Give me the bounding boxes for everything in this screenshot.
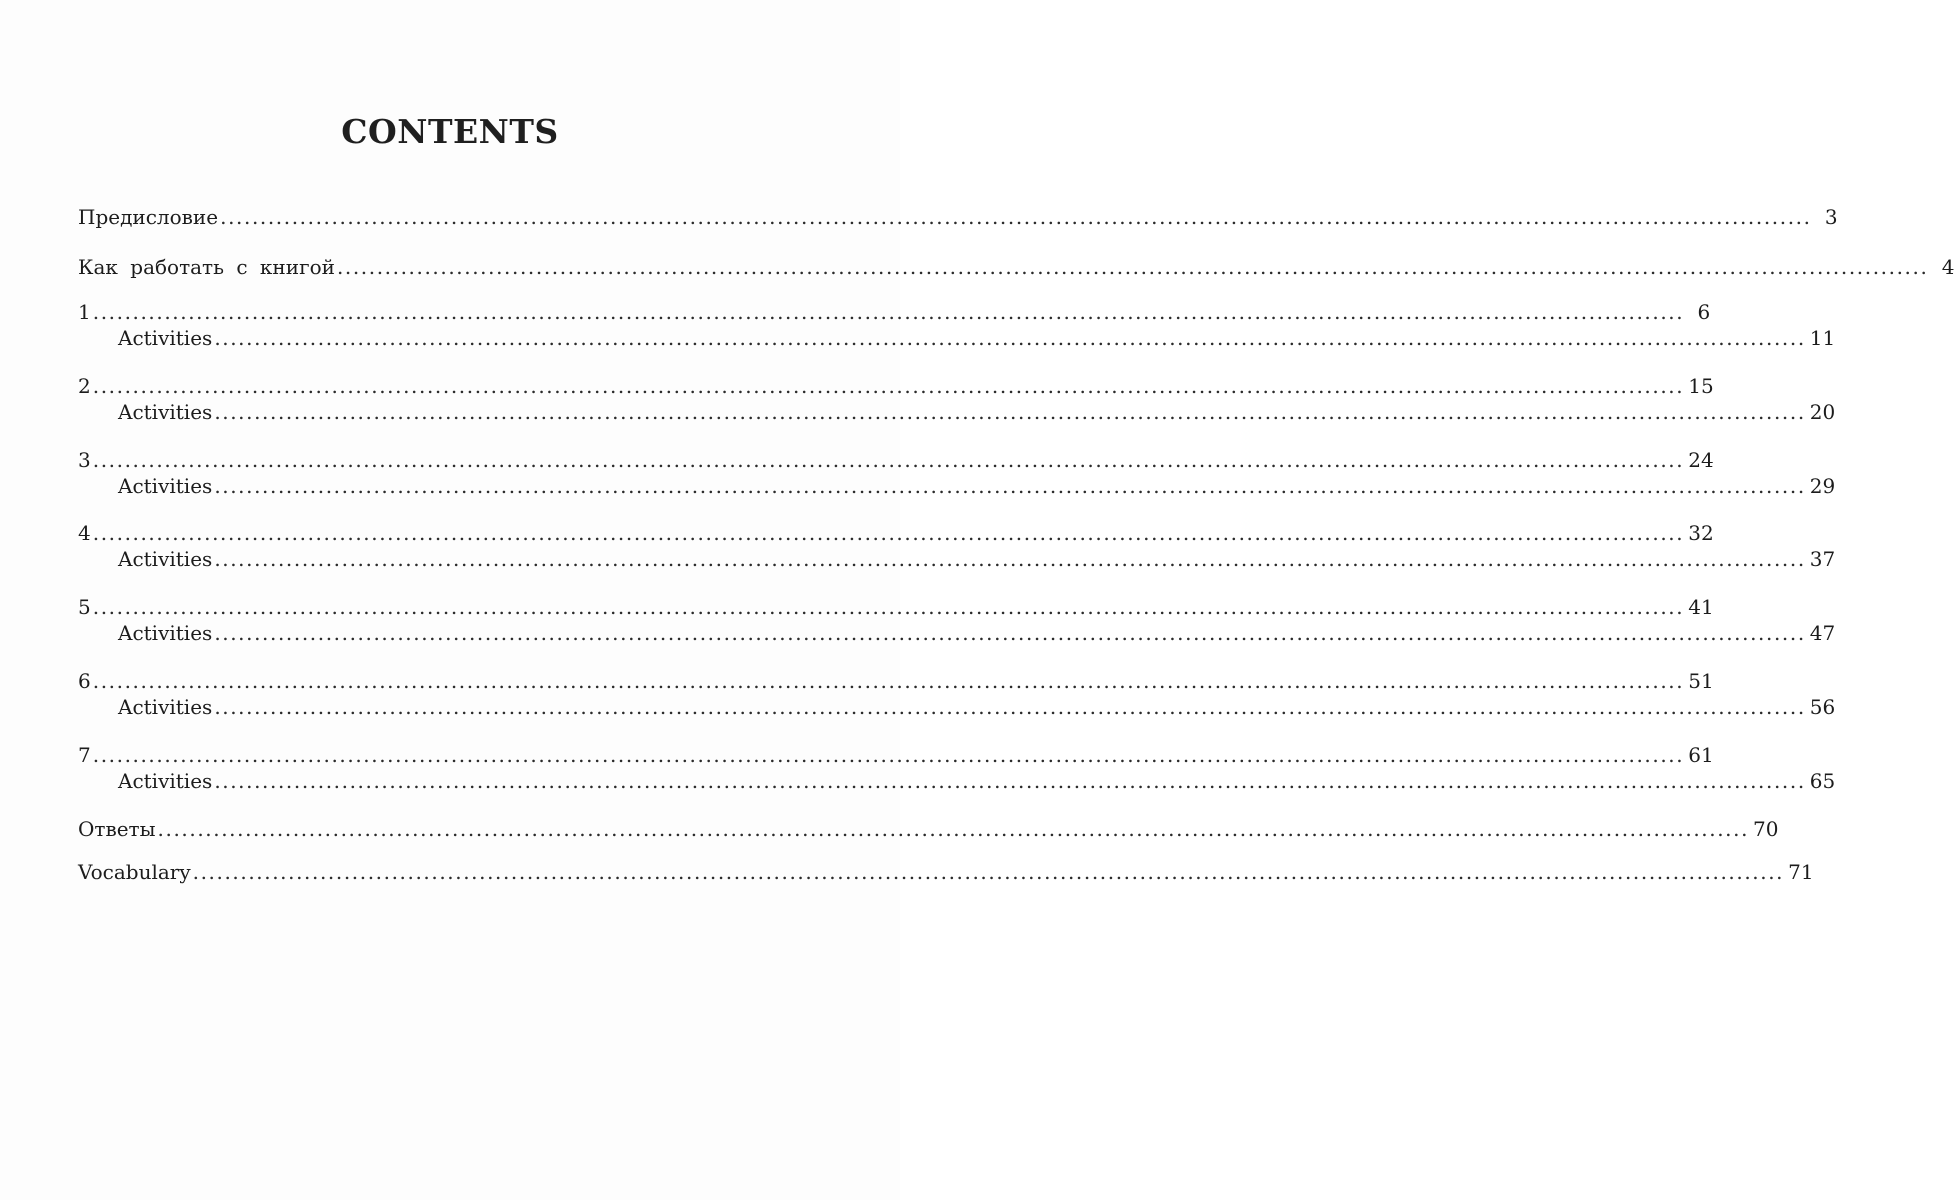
toc-leader-dots: ........................................................................................................................................................................................................ xyxy=(192,860,1785,884)
toc-leader-dots: ........................................................................................................................................................................................................ xyxy=(92,521,1685,545)
toc-entry-page: 56 xyxy=(1809,695,1836,719)
toc-entry-page: 65 xyxy=(1809,769,1836,793)
toc-entry-label: 4 xyxy=(78,521,91,545)
toc-entry-label: 5 xyxy=(78,595,91,619)
toc-entry-page: 51 xyxy=(1688,669,1714,693)
toc-leader-dots: ........................................................................................................................................................................................................ xyxy=(92,669,1685,693)
toc-entry-chapter-4[interactable] xyxy=(78,521,1714,545)
toc-leader-dots: ........................................................................................................................................................................................................ xyxy=(214,474,1806,498)
toc-leader-dots: ........................................................................................................................................................................................................ xyxy=(92,743,1685,767)
toc-entry-label: Ответы xyxy=(78,817,156,841)
toc-entry-label: Activities xyxy=(118,400,213,424)
toc-leader-dots: ........................................................................................................................................................................................................ xyxy=(214,400,1806,424)
toc-entry-page: 70 xyxy=(1753,817,1779,841)
toc-leader-dots: ........................................................................................................................................................................................................ xyxy=(92,595,1685,619)
toc-entry-page: 71 xyxy=(1788,860,1814,884)
toc-leader-dots: ........................................................................................................................................................................................................ xyxy=(214,695,1806,719)
toc-entry-page: 6 xyxy=(1697,300,1711,324)
toc-entry-page: 4 xyxy=(1941,255,1954,279)
toc-entry-page: 61 xyxy=(1688,743,1714,767)
toc-entry-page: 47 xyxy=(1809,621,1836,645)
toc-entry-label: 2 xyxy=(78,374,91,398)
toc-leader-dots: ........................................................................................................................................................................................................ xyxy=(214,326,1806,350)
toc-entry-chapter-6[interactable] xyxy=(78,669,1714,693)
toc-leader-dots: ........................................................................................................................................................................................................ xyxy=(157,817,1750,841)
toc-entry-page: 11 xyxy=(1809,326,1836,350)
toc-entry-label: Activities xyxy=(118,474,213,498)
toc-entry-label: 6 xyxy=(78,669,91,693)
toc-entry-page: 37 xyxy=(1809,547,1836,571)
toc-entry-label: Как работать с книгой xyxy=(78,255,335,279)
toc-entry-page: 41 xyxy=(1688,595,1714,619)
toc-entry-page: 15 xyxy=(1688,374,1714,398)
toc-leader-dots: ........................................................................................................................................................................................................ xyxy=(214,621,1806,645)
toc-entry-activities-7[interactable] xyxy=(118,769,1836,793)
page-title: CONTENTS xyxy=(341,112,559,151)
toc-entry-label: 7 xyxy=(78,743,91,767)
toc-entry-label: Activities xyxy=(118,547,213,571)
toc-entry-activities-3[interactable] xyxy=(118,474,1836,498)
toc-entry-page: 20 xyxy=(1809,400,1836,424)
toc-entry-page: 24 xyxy=(1688,448,1714,472)
toc-entry-page: 32 xyxy=(1688,521,1714,545)
toc-entry-vocabulary[interactable] xyxy=(78,860,1814,884)
toc-entry-label: 3 xyxy=(78,448,91,472)
toc-entry-answers[interactable] xyxy=(78,817,1779,841)
table-of-contents xyxy=(78,0,1954,1200)
toc-entry-chapter-3[interactable] xyxy=(78,448,1714,472)
toc-entry-activities-2[interactable] xyxy=(118,400,1836,424)
toc-entry-page: 29 xyxy=(1809,474,1836,498)
toc-leader-dots: ........................................................................................................................................................................................................ xyxy=(92,448,1685,472)
toc-entry-preface[interactable] xyxy=(78,205,1838,229)
toc-leader-dots: ........................................................................................................................................................................................................ xyxy=(92,374,1685,398)
toc-leader-dots: ........................................................................................................................................................................................................ xyxy=(92,300,1685,324)
toc-entry-label: Vocabulary xyxy=(78,860,191,884)
toc-entry-label: Activities xyxy=(118,621,213,645)
toc-entry-how-to-use[interactable] xyxy=(78,255,1954,279)
toc-entry-label: Предисловие xyxy=(78,205,219,229)
toc-entry-label: 1 xyxy=(78,300,91,324)
toc-entry-chapter-5[interactable] xyxy=(78,595,1714,619)
toc-entry-activities-1[interactable] xyxy=(118,326,1836,350)
toc-leader-dots: ........................................................................................................................................................................................................ xyxy=(214,769,1806,793)
toc-entry-activities-4[interactable] xyxy=(118,547,1836,571)
toc-entry-label: Activities xyxy=(118,326,213,350)
toc-entry-activities-6[interactable] xyxy=(118,695,1836,719)
toc-entry-page: 3 xyxy=(1824,205,1838,229)
toc-entry-label: Activities xyxy=(118,695,213,719)
toc-leader-dots: ........................................................................................................................................................................................................ xyxy=(336,255,1929,279)
toc-entry-activities-5[interactable] xyxy=(118,621,1836,645)
toc-entry-chapter-2[interactable] xyxy=(78,374,1714,398)
toc-leader-dots: ........................................................................................................................................................................................................ xyxy=(220,205,1812,229)
toc-entry-chapter-1[interactable] xyxy=(78,300,1711,324)
toc-entry-chapter-7[interactable] xyxy=(78,743,1714,767)
toc-leader-dots: ........................................................................................................................................................................................................ xyxy=(214,547,1806,571)
toc-entry-label: Activities xyxy=(118,769,213,793)
